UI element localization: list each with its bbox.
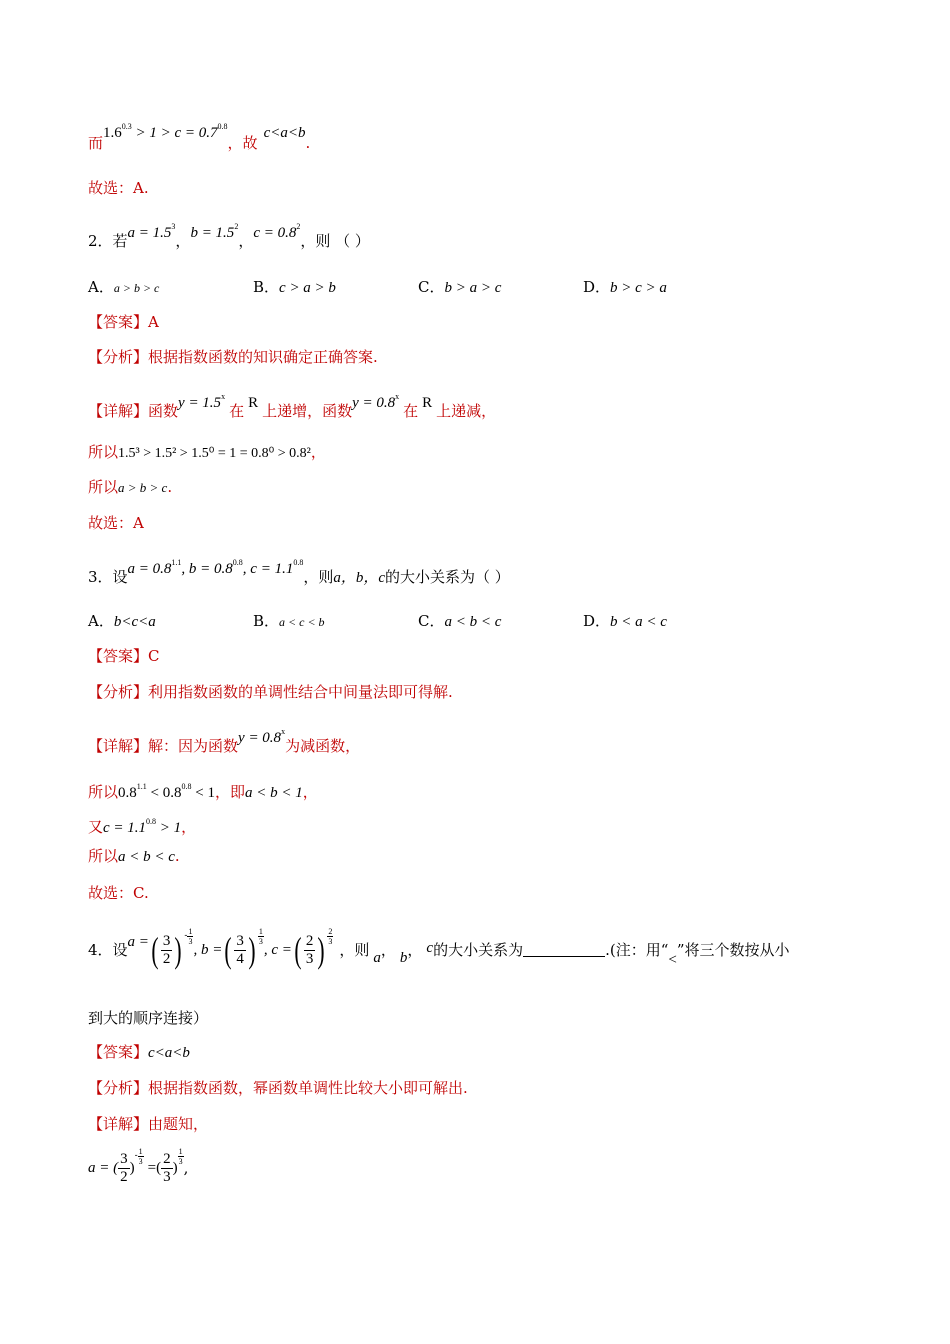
math-chain: 1.5³ > 1.5² > 1.5⁰ = 1 = 0.8⁰ > 0.8² [118, 446, 311, 461]
math-exp: 0.8 [181, 782, 192, 791]
option-label: B． [253, 612, 280, 630]
q3-analysis [88, 682, 453, 702]
text-mid: ，故 [227, 134, 258, 152]
detail-text: 由题知， [148, 1115, 209, 1133]
fraction-den: 4 [236, 950, 244, 967]
right-paren: ) [317, 930, 325, 970]
analysis-text: 根据指数函数的知识确定正确答案. [148, 348, 378, 366]
q2-stem: 2．若$a = 1.5^3$，$b = 1.5^2$，$c = 0.8^2$，则 （ ） [88, 222, 370, 250]
q2-option-b[interactable] [253, 276, 336, 297]
q1-final-answer: 故选：A. [88, 179, 149, 197]
left-paren: ( [294, 930, 302, 970]
detail-tag: 【详解】 [88, 402, 149, 420]
right-paren: ) [172, 1160, 178, 1176]
option-label: D． [583, 612, 611, 630]
q3-b-def: , b = 0.8 [181, 561, 233, 577]
math-exp: x [281, 727, 286, 736]
option-text: b > c > a [610, 280, 667, 296]
math-exp: 2 [234, 222, 239, 231]
detail-text: 所以 [88, 443, 119, 461]
q2-line2 [88, 442, 326, 464]
q3-number: 3．设 [88, 568, 128, 586]
q3-line4 [88, 846, 180, 867]
math-exp: 0.8 [217, 122, 228, 131]
q4-stem-line2: 到大的顺序连接） [88, 1009, 209, 1027]
fraction-num: 1 [188, 926, 193, 936]
math-lhs: a = [127, 934, 149, 950]
math-set: R [248, 395, 259, 411]
q3-option-a[interactable] [88, 610, 156, 631]
option-label: A． [88, 278, 114, 296]
right-paren: ) [129, 1160, 135, 1176]
option-text: b<c<a [113, 614, 156, 630]
answer-tag: 【答案】 [88, 313, 149, 331]
separator: ， [380, 941, 396, 959]
analysis-tag: 【分析】 [88, 348, 149, 366]
q2-a-def: a = 1.5 [127, 225, 172, 241]
right-paren: ) [174, 930, 183, 970]
math-exp: 0.8 [293, 558, 304, 567]
option-text: a < b < c [444, 614, 502, 630]
less-than-symbol: < [668, 952, 677, 968]
separator: ， [407, 941, 423, 959]
q4-stem [88, 925, 790, 975]
q4-analysis [88, 1078, 468, 1098]
exp-fraction [258, 927, 264, 946]
q4-note-end: ”将三个数按从小 [676, 941, 790, 959]
answer-value: C [148, 647, 160, 665]
answer-blank[interactable] [523, 944, 605, 957]
q3-stem [88, 558, 510, 588]
math-lhs: a = ( [88, 1160, 119, 1176]
q3-line2 [88, 777, 318, 803]
fraction-den: 3 [178, 1156, 183, 1166]
fraction [234, 933, 246, 968]
detail-tag: 【详解】 [88, 737, 149, 755]
q3-answer [88, 646, 160, 666]
right-paren: ) [248, 930, 256, 970]
exp-sign: - [184, 931, 188, 941]
math-expr: 0.8 [118, 785, 137, 801]
detail-text: 又 [88, 818, 104, 836]
detail-tag: 【详解】 [88, 1115, 149, 1133]
fraction-num: 1 [178, 1146, 183, 1156]
answer-value: A [148, 313, 159, 331]
q2-option-c[interactable] [418, 276, 501, 297]
fraction-num: 3 [162, 932, 171, 949]
var-a: a [373, 950, 381, 966]
math-lhs: , b = [193, 942, 223, 958]
exp-sign: - [134, 1151, 138, 1161]
detail-text: ， [181, 818, 197, 836]
q3-option-c[interactable] [418, 610, 501, 631]
option-label: B． [253, 278, 280, 296]
detail-text: 所以 [88, 847, 119, 865]
math-func: y = 0.8 [352, 395, 396, 411]
q2-option-d[interactable] [583, 276, 667, 297]
detail-text: 为减函数， [285, 737, 361, 755]
q3-option-b[interactable] [253, 610, 325, 631]
math-exp: x [221, 392, 226, 401]
q4-detail [88, 1114, 208, 1134]
left-paren: ( [151, 930, 159, 970]
math-expr: < 1 [191, 785, 215, 801]
q3-detail [88, 727, 361, 757]
fraction-num: 2 [305, 932, 314, 949]
math-expr: c = 1.1 [103, 820, 147, 836]
math-exp: x [395, 392, 400, 401]
q2-detail [88, 392, 497, 422]
detail-text: 在 [403, 402, 419, 420]
detail-text: 所以 [88, 783, 119, 801]
math-func: y = 0.8 [238, 730, 282, 746]
q2-analysis [88, 347, 378, 367]
fraction [118, 1151, 130, 1186]
q4-then: ，则 [339, 941, 370, 959]
q1-conclusion-line [88, 122, 311, 154]
q3-a-def: a = 0.8 [127, 561, 172, 577]
q4-equation: a = ( $\frac{3}{2}$ ) - $\frac{1}{3}$ =( $\frac{2}{3}$ ) $\frac{1}{3}$ , [88, 1146, 189, 1185]
detail-text: ， [310, 443, 326, 461]
fraction-num: 2 [328, 926, 333, 936]
analysis-text: 根据指数函数，幂函数单调性比较大小即可解出. [148, 1079, 468, 1097]
answer-value: c<a<b [148, 1045, 190, 1061]
q2-final: 故选：A [88, 514, 144, 532]
option-label: C． [418, 278, 445, 296]
q4-note: .(注：用“ [605, 941, 669, 959]
math-exp: 1.1 [136, 782, 147, 791]
fraction [304, 933, 316, 968]
q2-stem-end: ，则 （ ） [300, 232, 370, 250]
fraction-num: 1 [258, 926, 263, 936]
fraction [161, 933, 173, 968]
math-expr: 1.6 [103, 125, 122, 141]
q2-answer [88, 312, 159, 332]
fraction-num: 3 [120, 1150, 128, 1167]
detail-text: 解：因为函数 [148, 737, 239, 755]
math-exp: 0.8 [232, 558, 243, 567]
math-exp: 1.1 [171, 558, 182, 567]
fraction [161, 1151, 173, 1186]
q2-line3 [88, 477, 172, 498]
exp-fraction [138, 1147, 144, 1166]
exp-fraction [187, 927, 193, 946]
text-end: . [305, 134, 311, 152]
option-text: a < c < b [279, 615, 325, 629]
q3-final: 故选：C. [88, 884, 149, 902]
q2-b-def: b = 1.5 [190, 225, 235, 241]
q3-vars: a，b，c [333, 570, 386, 586]
q4-answer [88, 1042, 190, 1063]
var-b: b [399, 950, 408, 966]
analysis-tag: 【分析】 [88, 1079, 149, 1097]
left-paren: ( [224, 930, 232, 970]
q3-line3 [88, 812, 196, 838]
detail-text: 在 [229, 402, 245, 420]
q3-stem-end: 的大小关系为（ ） [385, 568, 510, 586]
exp-fraction [327, 927, 333, 946]
var-c: c [426, 940, 434, 956]
math-conclusion: c<a<b [263, 125, 306, 141]
math-chain: a < b < 1 [244, 785, 303, 801]
math-exp: 0.8 [146, 817, 157, 826]
option-label: D． [583, 278, 611, 296]
exp-fraction [178, 1147, 184, 1166]
detail-text: ，即 [214, 783, 245, 801]
comma: , [183, 1159, 189, 1177]
fraction-den: 2 [120, 1168, 128, 1185]
q3-option-d[interactable] [583, 610, 667, 631]
math-expr: < 0.8 [146, 785, 182, 801]
math-chain: a < b < c [118, 849, 175, 865]
fraction-den: 3 [188, 936, 193, 946]
option-text: b < a < c [610, 614, 667, 630]
q2-option-a[interactable] [88, 276, 159, 297]
fraction-den: 3 [138, 1156, 143, 1166]
detail-text: ， [302, 783, 318, 801]
analysis-tag: 【分析】 [88, 683, 149, 701]
math-exp: 0.3 [121, 122, 132, 131]
detail-text: . [174, 847, 180, 865]
math-set: R [422, 395, 433, 411]
q3-c-def: , c = 1.1 [242, 561, 294, 577]
math-func: y = 1.5 [178, 395, 222, 411]
math-expr: > 1 [156, 820, 182, 836]
option-text: b > a > c [444, 280, 502, 296]
answer-tag: 【答案】 [88, 1043, 149, 1061]
q2-number: 2．若 [88, 232, 128, 250]
fraction-den: 3 [305, 950, 314, 967]
math-exp: 3 [171, 222, 176, 231]
option-text: c > a > b [279, 280, 336, 296]
fraction-den: 3 [258, 936, 263, 946]
math-chain: a > b > c [118, 480, 168, 495]
detail-text: . [167, 478, 173, 496]
detail-text: 上递增，函数 [262, 402, 353, 420]
answer-tag: 【答案】 [88, 647, 149, 665]
math-lhs: , c = [263, 942, 292, 958]
fraction-den: 2 [162, 950, 171, 967]
q4-relation-text: 的大小关系为 [433, 941, 524, 959]
math-relation: > 1 > c = 0.7 [131, 125, 218, 141]
option-label: C． [418, 612, 445, 630]
detail-text: 函数 [148, 402, 179, 420]
fraction-num: 2 [163, 1150, 171, 1167]
fraction-den: 3 [163, 1168, 171, 1185]
option-text: a > b > c [113, 281, 160, 295]
analysis-text: 利用指数函数的单调性结合中间量法即可得解. [148, 683, 453, 701]
fraction-num: 3 [236, 932, 244, 949]
text-lead: 而 [88, 134, 104, 152]
fraction-num: 1 [138, 1146, 143, 1156]
detail-text: 上递减， [436, 402, 497, 420]
math-exp: 2 [296, 222, 301, 231]
q2-c-def: c = 0.8 [253, 225, 297, 241]
q4-number: 4．设 [88, 941, 128, 959]
fraction-den: 3 [328, 936, 333, 946]
q3-stem-mid: ，则 [303, 568, 334, 586]
detail-text: 所以 [88, 478, 119, 496]
option-label: A． [88, 612, 114, 630]
